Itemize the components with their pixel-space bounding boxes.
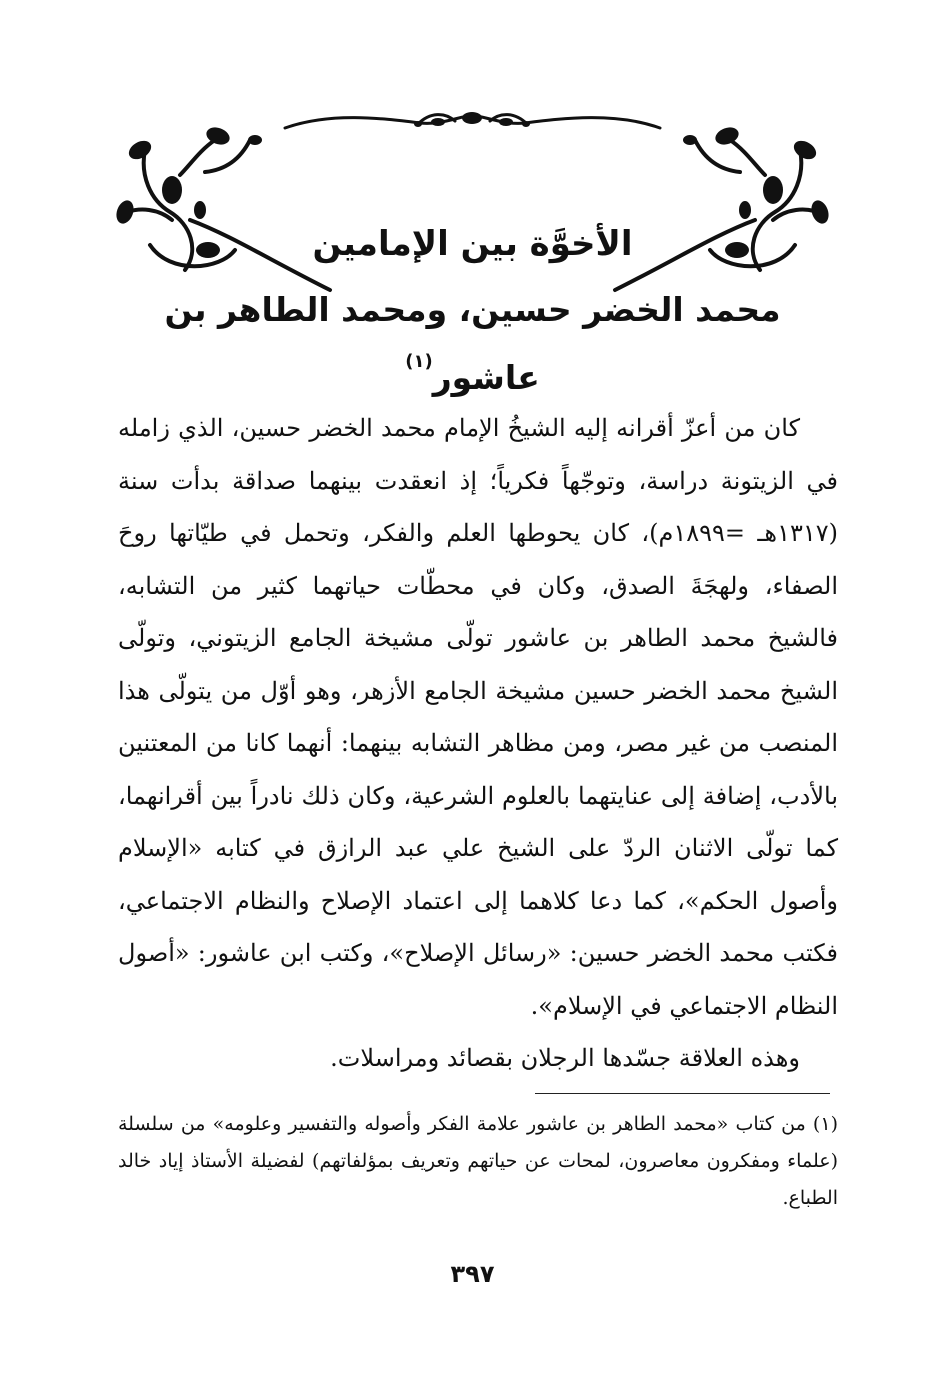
chapter-subtitle xyxy=(120,284,825,404)
footnote-marker: (١) xyxy=(405,351,433,372)
chapter-title: الأخوَّة بين الإمامين xyxy=(312,224,633,264)
body-text xyxy=(118,402,838,1085)
footnote-divider xyxy=(535,1093,830,1094)
page-number: ٣٩٧ xyxy=(450,1260,495,1288)
footnote: (١) من كتاب «محمد الطاهر بن عاشور علامة الفكر وأصوله والتفسير وعلومه» من سلسلة (علماء ومفكرون معاصرون، لمحات عن حياتهم وتعريف بمؤلفاتهم) لفضيلة الأستاذ إياد خالد الطباع. xyxy=(118,1113,838,1209)
chapter-heading xyxy=(120,218,825,404)
chapter-subtitle-text: محمد الخضر حسين، ومحمد الطاهر بن عاشور xyxy=(164,290,781,397)
paragraph: كان من أعزّ أقرانه إليه الشيخُ الإمام محمد الخضر حسين، الذي زامله في الزيتونة دراسة، وتوجّهاً فكرياً؛ إذ انعقدت بينهما صداقة بدأت سنة (١٣١٧هـ =١٨٩٩م)، كان يحوطها العلم والفكر، وتحمل في طيّاتها روحَ الصفاء، ولهجَةَ الصدق، وكان في محطّات حياتهما كثير من التشابه، فالشيخ محمد الطاهر بن عاشور تولّى مشيخة الجامع الزيتوني، وتولّى الشيخ محمد الخضر حسين مشيخة الجامع الأزهر، وهو أوّل من يتولّى هذا المنصب من غير مصر، ومن مظاهر التشابه بينهما: أنهما كانا من المعتنين بالأدب، إضافة إلى عنايتهما بالعلوم الشرعية، وكان ذلك نادراً بين أقرانهما، كما تولّى الاثنان الردّ على الشيخ علي عبد الرازق في كتابه «الإسلام وأصول الحكم»، كما دعا كلاهما إلى اعتماد الإصلاح والنظام الاجتماعي، فكتب محمد الخضر حسين: «رسائل الإصلاح»، وكتب ابن عاشور: «أصول النظام الاجتماعي في الإسلام». xyxy=(118,414,838,1020)
paragraph: وهذه العلاقة جسّدها الرجلان بقصائد ومراسلات. xyxy=(330,1044,800,1072)
